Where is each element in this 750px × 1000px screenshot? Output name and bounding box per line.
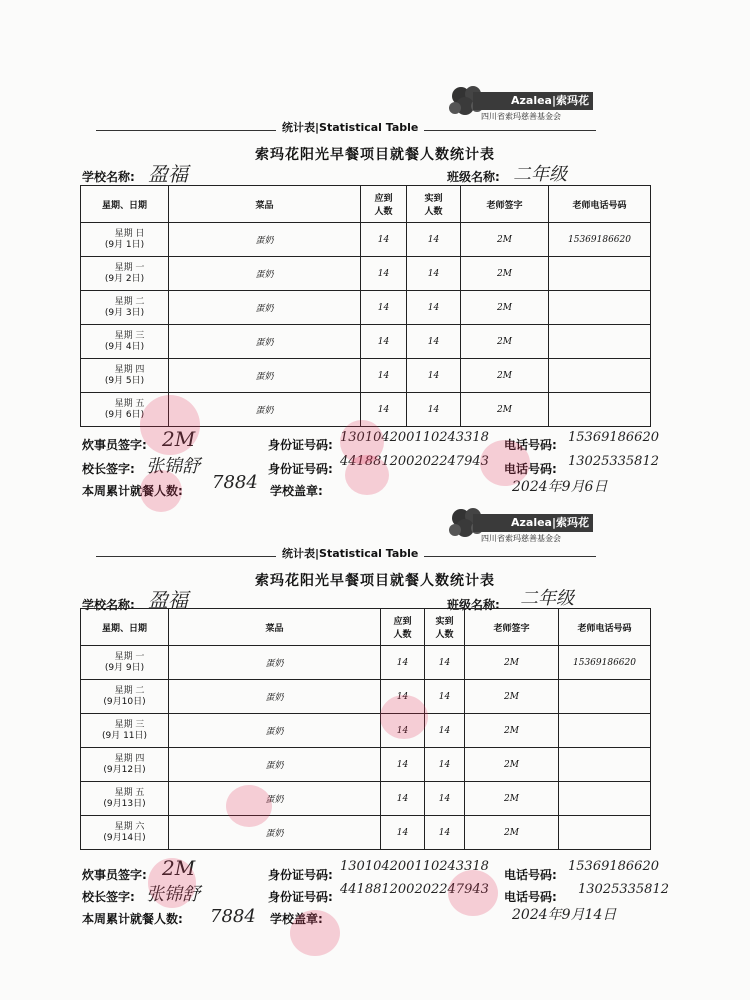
- cook-id-label: 身份证号码:: [268, 868, 333, 882]
- banner-label: 统计表|Statistical Table: [276, 545, 424, 561]
- weekly-total-label: 本周累计就餐人数:: [82, 484, 183, 498]
- teacher-phone: [559, 816, 651, 850]
- dish: 蛋奶: [169, 748, 381, 782]
- cook-phone: 15369186620: [568, 430, 659, 445]
- form-title: 索玛花阳光早餐项目就餐人数统计表: [255, 573, 495, 589]
- banner: [96, 544, 596, 562]
- weekly-total: 7884: [210, 906, 256, 927]
- date: (9月 2日): [104, 273, 145, 284]
- col-expected-l2: 人数: [393, 630, 412, 640]
- table-row: [81, 325, 651, 359]
- col-expected-l2: 人数: [374, 207, 393, 217]
- table-row: [81, 816, 651, 850]
- date-cell: [81, 325, 169, 359]
- col-date: 星期、日期: [81, 186, 169, 223]
- expected-count: 14: [361, 257, 407, 291]
- teacher-phone: 15369186620: [549, 223, 651, 257]
- table-header-row: [81, 186, 651, 223]
- principal-phone: 13025335812: [568, 454, 659, 469]
- dish: 蛋奶: [169, 714, 381, 748]
- teacher-phone: [559, 680, 651, 714]
- expected-count: 14: [381, 646, 425, 680]
- table-row: [81, 393, 651, 427]
- teacher-phone: 15369186620: [559, 646, 651, 680]
- weekday: 星期 六: [114, 821, 145, 832]
- expected-count: 14: [381, 782, 425, 816]
- date-cell: [81, 816, 169, 850]
- teacher-phone: [559, 748, 651, 782]
- dish: 蛋奶: [169, 393, 361, 427]
- weekday: 星期 日: [114, 228, 145, 239]
- date: (9月 3日): [104, 307, 145, 318]
- teacher-signature: 2M: [465, 714, 559, 748]
- weekday: 星期 三: [114, 330, 145, 341]
- school-seal-label: 学校盖章:: [270, 912, 323, 926]
- actual-count: 14: [407, 223, 461, 257]
- teacher-phone: [549, 325, 651, 359]
- logo-org: 四川省索玛慈善基金会: [481, 534, 561, 543]
- attendance-table: [80, 608, 651, 850]
- principal-phone-label: 电话号码:: [504, 462, 557, 476]
- dish: 蛋奶: [169, 257, 361, 291]
- dish: 蛋奶: [169, 223, 361, 257]
- teacher-signature: 2M: [461, 359, 549, 393]
- table-row: [81, 680, 651, 714]
- date-cell: [81, 646, 169, 680]
- dish: 蛋奶: [169, 646, 381, 680]
- weekday: 星期 一: [114, 651, 145, 662]
- date-cell: [81, 223, 169, 257]
- date: (9月10日): [103, 696, 146, 707]
- cook-id: 130104200110243318: [340, 859, 489, 874]
- cook-signature: 2M: [162, 856, 196, 880]
- teacher-signature: 2M: [465, 646, 559, 680]
- weekday: 星期 五: [114, 398, 145, 409]
- teacher-signature: 2M: [465, 748, 559, 782]
- teacher-phone: [559, 714, 651, 748]
- teacher-signature: 2M: [465, 816, 559, 850]
- cook-id: 130104200110243318: [340, 430, 489, 445]
- form-sheet-week1: [0, 0, 750, 498]
- teacher-signature: 2M: [461, 223, 549, 257]
- teacher-phone: [549, 359, 651, 393]
- teacher-phone: [549, 257, 651, 291]
- table-row: [81, 714, 651, 748]
- actual-count: 14: [407, 325, 461, 359]
- date: (9月 5日): [104, 375, 145, 386]
- date: (9月 11日): [101, 730, 148, 741]
- principal-id-label: 身份证号码:: [268, 462, 333, 476]
- expected-count: 14: [361, 291, 407, 325]
- teacher-signature: 2M: [465, 782, 559, 816]
- principal-id: 441881200202247943: [340, 882, 489, 897]
- col-expected-l1: 应到: [374, 194, 393, 204]
- actual-count: 14: [425, 816, 465, 850]
- form-date: 2024年9月6日: [512, 479, 608, 495]
- date-cell: [81, 393, 169, 427]
- dish: 蛋奶: [169, 782, 381, 816]
- col-actual-l2: 人数: [435, 630, 454, 640]
- table-row: [81, 748, 651, 782]
- logo-brand: Azalea|索玛花: [473, 92, 593, 110]
- principal-signature: 张锦舒: [146, 884, 200, 905]
- expected-count: 14: [381, 816, 425, 850]
- teacher-signature: 2M: [461, 291, 549, 325]
- actual-count: 14: [407, 359, 461, 393]
- school-name: 盈福: [148, 588, 188, 612]
- expected-count: 14: [361, 393, 407, 427]
- actual-count: 14: [407, 291, 461, 325]
- weekly-total: 7884: [212, 472, 258, 493]
- date-cell: [81, 714, 169, 748]
- cook-sig-label: 炊事员签字:: [82, 438, 147, 452]
- cook-signature: 2M: [162, 427, 196, 451]
- table-row: [81, 782, 651, 816]
- col-expected-l1: 应到: [393, 617, 412, 627]
- col-actual-l1: 实到: [424, 194, 443, 204]
- cook-phone-label: 电话号码:: [504, 438, 557, 452]
- col-dish: 菜品: [169, 609, 381, 646]
- col-actual-l1: 实到: [435, 617, 454, 627]
- date: (9月14日): [103, 832, 146, 843]
- expected-count: 14: [361, 325, 407, 359]
- actual-count: 14: [407, 393, 461, 427]
- school-seal-label: 学校盖章:: [270, 484, 323, 498]
- dish: 蛋奶: [169, 359, 361, 393]
- col-teacher-phone: 老师电话号码: [559, 609, 651, 646]
- expected-count: 14: [381, 714, 425, 748]
- col-expected: [381, 609, 425, 646]
- attendance-table: [80, 185, 651, 427]
- col-dish: 菜品: [169, 186, 361, 223]
- teacher-signature: 2M: [465, 680, 559, 714]
- cook-id-label: 身份证号码:: [268, 438, 333, 452]
- expected-count: 14: [381, 748, 425, 782]
- dish: 蛋奶: [169, 680, 381, 714]
- class-name: 二年级: [520, 588, 574, 609]
- col-actual: [425, 609, 465, 646]
- date-cell: [81, 680, 169, 714]
- weekday: 星期 二: [114, 685, 145, 696]
- actual-count: 14: [425, 782, 465, 816]
- expected-count: 14: [361, 359, 407, 393]
- expected-count: 14: [381, 680, 425, 714]
- date: (9月 6日): [104, 409, 145, 420]
- table-row: [81, 291, 651, 325]
- col-teacher-phone: 老师电话号码: [549, 186, 651, 223]
- class-label: 班级名称:: [447, 598, 500, 612]
- cook-phone-label: 电话号码:: [504, 868, 557, 882]
- principal-signature: 张锦舒: [146, 456, 200, 477]
- actual-count: 14: [425, 714, 465, 748]
- principal-phone: 13025335812: [578, 882, 669, 897]
- date: (9月 4日): [104, 341, 145, 352]
- table-row: [81, 223, 651, 257]
- date: (9月 1日): [104, 239, 145, 250]
- dish: 蛋奶: [169, 816, 381, 850]
- banner: [96, 118, 596, 136]
- col-actual: [407, 186, 461, 223]
- teacher-phone: [559, 782, 651, 816]
- dish: 蛋奶: [169, 291, 361, 325]
- dish: 蛋奶: [169, 325, 361, 359]
- banner-label: 统计表|Statistical Table: [276, 119, 424, 135]
- actual-count: 14: [425, 646, 465, 680]
- date-cell: [81, 257, 169, 291]
- cook-phone: 15369186620: [568, 859, 659, 874]
- principal-sig-label: 校长签字:: [82, 462, 135, 476]
- teacher-signature: 2M: [461, 325, 549, 359]
- cook-sig-label: 炊事员签字:: [82, 868, 147, 882]
- form-date: 2024年9月14日: [512, 907, 617, 923]
- weekday: 星期 四: [114, 753, 145, 764]
- class-label: 班级名称:: [447, 170, 500, 184]
- date: (9月13日): [103, 798, 146, 809]
- principal-phone-label: 电话号码:: [504, 890, 557, 904]
- weekday: 星期 三: [114, 719, 145, 730]
- table-row: [81, 646, 651, 680]
- principal-sig-label: 校长签字:: [82, 890, 135, 904]
- teacher-phone: [549, 393, 651, 427]
- col-expected: [361, 186, 407, 223]
- form-title: 索玛花阳光早餐项目就餐人数统计表: [255, 147, 495, 163]
- teacher-signature: 2M: [461, 393, 549, 427]
- col-teacher-sig: 老师签字: [461, 186, 549, 223]
- date: (9月12日): [103, 764, 146, 775]
- weekday: 星期 四: [114, 364, 145, 375]
- school-label: 学校名称:: [82, 598, 135, 612]
- teacher-phone: [549, 291, 651, 325]
- form-sheet-week2: [0, 490, 750, 980]
- date-cell: [81, 782, 169, 816]
- principal-id: 441881200202247943: [340, 454, 489, 469]
- weekday: 星期 五: [114, 787, 145, 798]
- school-name: 盈福: [148, 162, 188, 186]
- teacher-signature: 2M: [461, 257, 549, 291]
- table-row: [81, 257, 651, 291]
- col-actual-l2: 人数: [424, 207, 443, 217]
- actual-count: 14: [407, 257, 461, 291]
- logo-org: 四川省索玛慈善基金会: [481, 112, 561, 121]
- date-cell: [81, 748, 169, 782]
- col-date: 星期、日期: [81, 609, 169, 646]
- school-label: 学校名称:: [82, 170, 135, 184]
- weekly-total-label: 本周累计就餐人数:: [82, 912, 183, 926]
- weekday: 星期 二: [114, 296, 145, 307]
- actual-count: 14: [425, 680, 465, 714]
- weekday: 星期 一: [114, 262, 145, 273]
- expected-count: 14: [361, 223, 407, 257]
- principal-id-label: 身份证号码:: [268, 890, 333, 904]
- logo-brand: Azalea|索玛花: [473, 514, 593, 532]
- logo: [445, 504, 595, 546]
- date: (9月 9日): [104, 662, 145, 673]
- date-cell: [81, 291, 169, 325]
- table-row: [81, 359, 651, 393]
- class-name: 二年级: [513, 164, 567, 185]
- actual-count: 14: [425, 748, 465, 782]
- date-cell: [81, 359, 169, 393]
- table-header-row: [81, 609, 651, 646]
- col-teacher-sig: 老师签字: [465, 609, 559, 646]
